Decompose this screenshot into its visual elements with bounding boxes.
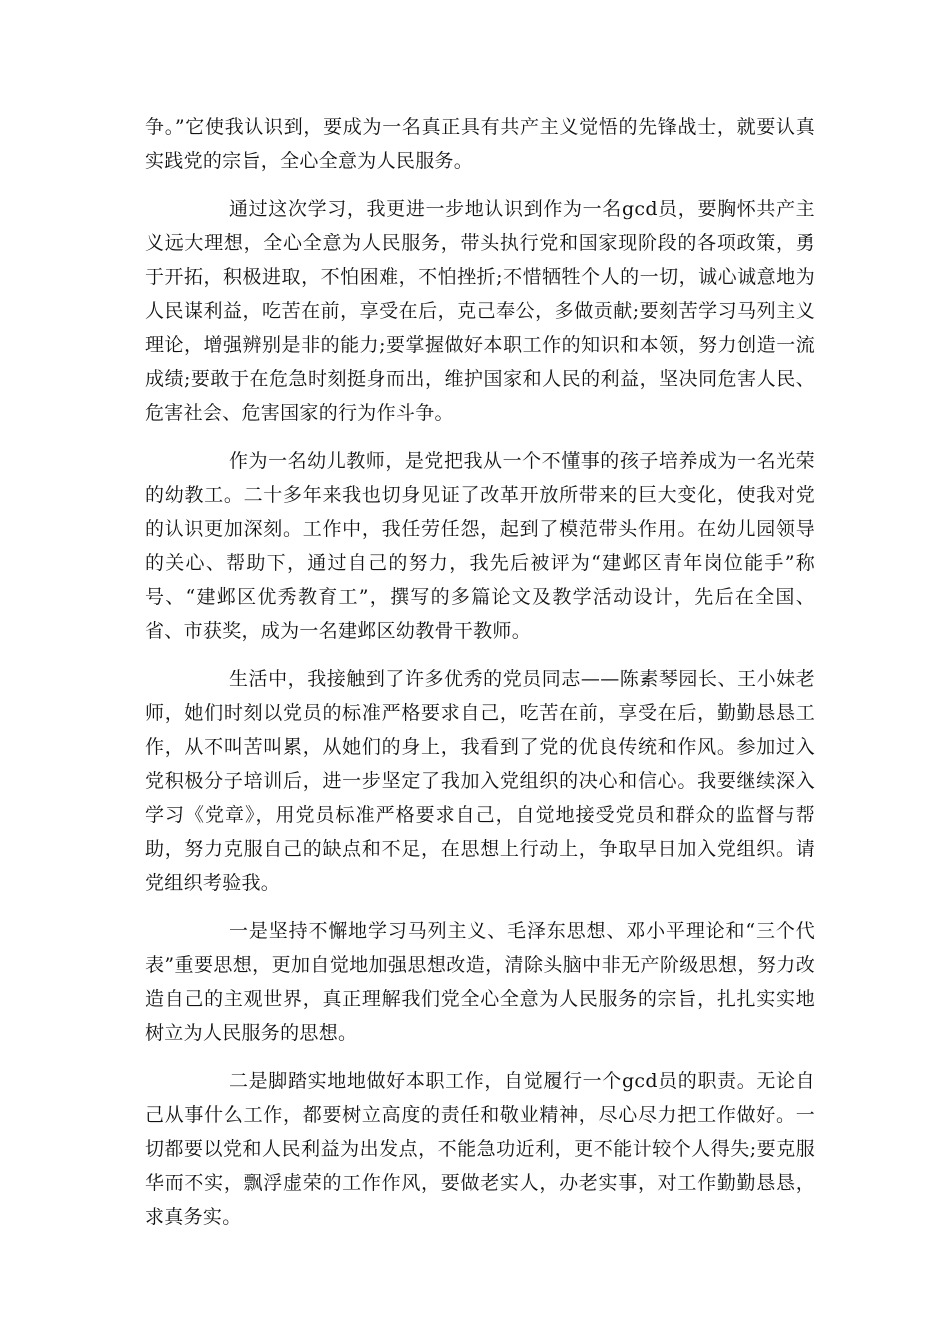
paragraph-continuation: 争。”它使我认识到，要成为一名真正具有共产主义觉悟的先锋战士，就要认真实践党的宗旨，全心全意为人民服务。 <box>145 116 815 172</box>
document-page <box>145 110 815 1248</box>
paragraph-teacher-background: 作为一名幼儿教师，是党把我从一个不懂事的孩子培养成为一名光荣的幼教工。二十多年来我也切身见证了改革开放所带来的巨大变化，使我对党的认识更加深刻。工作中，我任劳任怨，起到了模范带头作用。在幼儿园领导的关心、帮助下，通过自己的努力，我先后被评为“建邺区青年岗位能手”称号、“建邺区优秀教育工”，撰写的多篇论文及教学活动设计，先后在全国、省、市获奖，成为一名建邺区幼教骨干教师。 <box>145 450 815 642</box>
paragraph-study-reflection: 通过这次学习，我更进一步地认识到作为一名gcd员，要胸怀共产主义远大理想，全心全意为人民服务，带头执行党和国家现阶段的各项政策，勇于开拓，积极进取，不怕困难，不怕挫折;不惜牺牲个人的一切，诚心诚意地为人民谋利益，吃苦在前，享受在后，克己奉公，多做贡献;要刻苦学习马列主义理论，增强辨别是非的能力;要掌握做好本职工作的知识和本领，努力创造一流成绩;要敢于在危急时刻挺身而出，维护国家和人民的利益，坚决同危害人民、危害社会、危害国家的行为作斗争。 <box>145 198 815 424</box>
paragraph-commitment-two: 二是脚踏实地地做好本职工作，自觉履行一个gcd员的职责。无论自己从事什么工作，都要树立高度的责任和敬业精神，尽心尽力把工作做好。一切都要以党和人民利益为出发点，不能急功近利，更不能计较个人得失;要克服华而不实，飘浮虚荣的工作作风，要做老实人，办老实事，对工作勤勤恳恳，求真务实。 <box>145 1070 815 1228</box>
paragraph-role-models: 生活中，我接触到了许多优秀的党员同志——陈素琴园长、王小妹老师，她们时刻以党员的标准严格要求自己，吃苦在前，享受在后，勤勤恳恳工作，从不叫苦叫累，从她们的身上，我看到了党的优良传统和作风。参加过入党积极分子培训后，进一步坚定了我加入党组织的决心和信心。我要继续深入学习《党章》，用党员标准严格要求自己，自觉地接受党员和群众的监督与帮助，努力克服自己的缺点和不足，在思想上行动上，争取早日加入党组织。请党组织考验我。 <box>145 668 815 894</box>
paragraph-commitment-one: 一是坚持不懈地学习马列主义、毛泽东思想、邓小平理论和“三个代表”重要思想，更加自觉地加强思想改造，清除头脑中非无产阶级思想，努力改造自己的主观世界，真正理解我们党全心全意为人民服务的宗旨，扎扎实实地树立为人民服务的思想。 <box>145 920 815 1044</box>
